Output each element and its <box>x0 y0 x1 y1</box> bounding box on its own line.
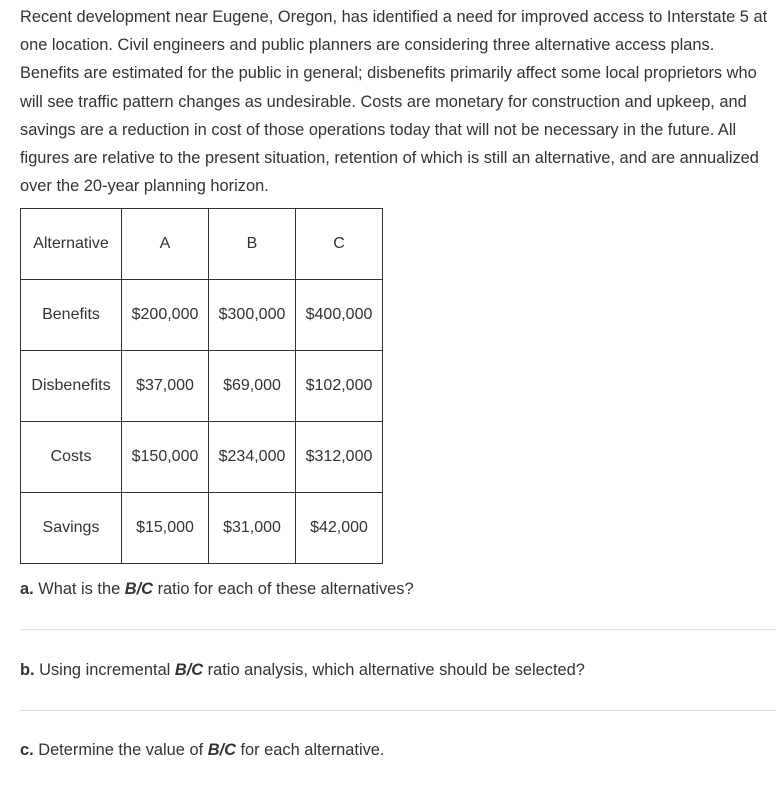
question-label: a. <box>20 580 34 598</box>
table-cell: C <box>296 209 383 280</box>
table-row <box>21 280 383 351</box>
table-header-row <box>21 209 383 280</box>
divider <box>20 629 776 630</box>
table-cell: Alternative <box>21 209 122 280</box>
question-text: Using incremental <box>39 661 175 679</box>
table-cell: A <box>122 209 209 280</box>
question-text: What is the <box>38 580 125 598</box>
question-text: Determine the value of <box>38 741 208 759</box>
table-cell: Benefits <box>21 280 122 351</box>
table-cell: Costs <box>21 422 122 493</box>
table-cell: $300,000 <box>209 280 296 351</box>
table-row <box>21 493 383 564</box>
table-cell: $150,000 <box>122 422 209 493</box>
divider <box>20 710 776 711</box>
question-text: for each alternative. <box>235 741 385 759</box>
question-label: c. <box>20 741 34 759</box>
table-cell: $69,000 <box>209 351 296 422</box>
bc-term: B/C <box>124 580 154 598</box>
table-cell: Savings <box>21 493 122 564</box>
alternatives-table <box>20 208 383 564</box>
question-text: ratio analysis, which alternative should be selected? <box>203 661 585 679</box>
table-cell: $400,000 <box>296 280 383 351</box>
table-cell: $102,000 <box>296 351 383 422</box>
problem-intro: Recent development near Eugene, Oregon, has identified a need for improved access to Interstate 5 at one location. Civil engineers and public planners are considering three alternative access plans. Benefits are estimated for the public in general; disbenefits primarily affect some local proprietors who will see traffic pattern changes as undesirable. Costs are monetary for construction and upkeep, and savings are a reduction in cost of those operations today that will not be necessary in the future. All figures are relative to the present situation, retention of which is still an alternative, and are annualized over the 20-year planning horizon. <box>20 8 768 196</box>
question-c <box>20 741 384 760</box>
question-a <box>20 580 414 599</box>
table-row <box>21 422 383 493</box>
bc-term: B/C <box>207 741 236 759</box>
table-cell: $42,000 <box>296 493 383 564</box>
table-row <box>21 351 383 422</box>
table-cell: $31,000 <box>209 493 296 564</box>
question-b <box>20 661 585 680</box>
table-cell: $312,000 <box>296 422 383 493</box>
question-label: b. <box>20 661 35 679</box>
table-cell: B <box>209 209 296 280</box>
bc-term: B/C <box>174 661 204 679</box>
table-cell: Disbenefits <box>21 351 122 422</box>
table-cell: $234,000 <box>209 422 296 493</box>
table-cell: $37,000 <box>122 351 209 422</box>
table-cell: $15,000 <box>122 493 209 564</box>
question-text: ratio for each of these alternatives? <box>153 580 414 598</box>
table-cell: $200,000 <box>122 280 209 351</box>
